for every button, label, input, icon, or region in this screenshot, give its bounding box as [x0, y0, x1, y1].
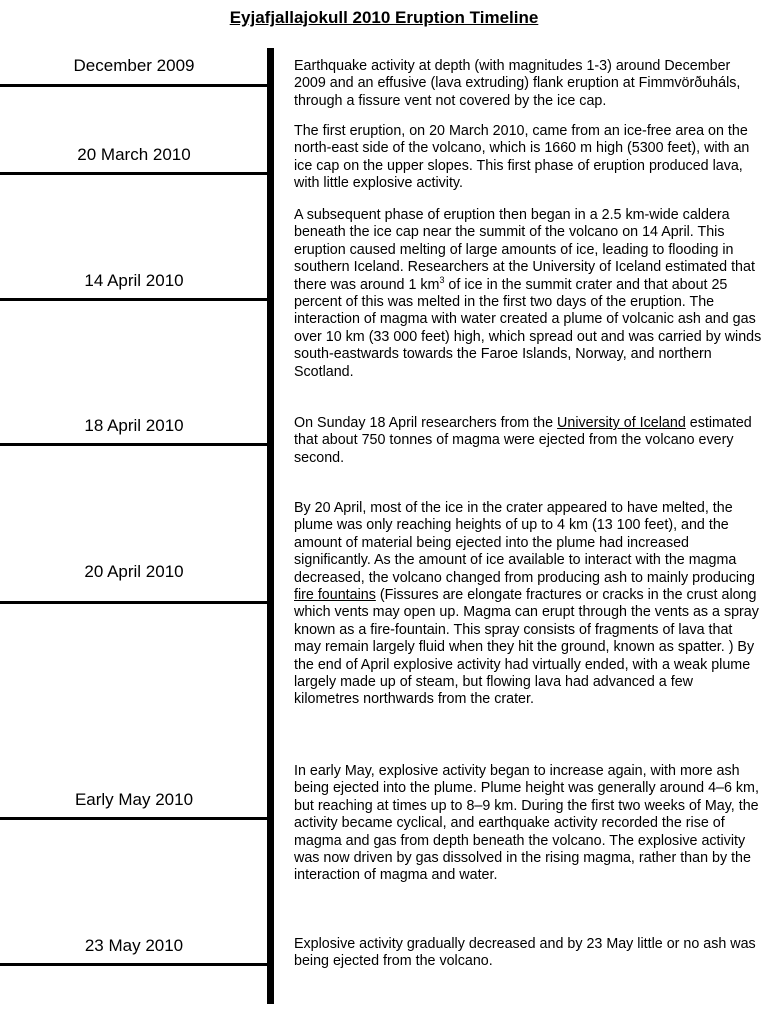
timeline-divider: [0, 601, 268, 604]
timeline-divider: [0, 84, 268, 87]
event-description-20-apr-2010: [294, 500, 762, 709]
event-description-dec-2009: Earthquake activity at depth (with magnitudes 1-3) around December 2009 and an effusive (lava extruding) flank eruption at Fimmvörðuháls, through a fissure vent not covered by the ice cap.: [294, 58, 741, 109]
timeline-divider: [0, 298, 268, 301]
timeline-divider: [0, 963, 268, 966]
event-date-20-mar-2010: 20 March 2010: [77, 145, 191, 164]
timeline-divider: [0, 443, 268, 446]
entry-text: A subsequent phase of eruption then began in a 2.5 km-wide caldera beneath the ice cap near the summit of the volcano on 14 April. This eruption caused melting of large amounts of ice, leading to flooding in southern Iceland. Researchers at the University of Iceland estimated that there was around 1 km: [294, 207, 755, 293]
university-of-iceland-link[interactable]: University of Iceland: [557, 415, 686, 431]
event-description-23-may-2010: Explosive activity gradually decreased and by 23 May little or no ash was being ejected from the volcano.: [294, 936, 756, 970]
event-description-14-apr-2010: [294, 207, 762, 381]
entry-text: On Sunday 18 April researchers from the: [294, 415, 558, 431]
entry-text: estimated that about 750 tonnes of magma were ejected from the volcano every second.: [294, 415, 752, 466]
event-description-18-apr-2010: [294, 415, 762, 467]
event-description-20-mar-2010: The first eruption, on 20 March 2010, came from an ice-free area on the north-east side of the volcano, which is 1660 m high (5300 feet), with an ice cap on the upper slopes. This first phase of eruption produced lava, with little explosive activity.: [294, 123, 750, 192]
page-title: Eyjafjallajokull 2010 Eruption Timeline: [229, 8, 539, 27]
timeline-divider: [0, 172, 268, 175]
timeline-spine: [267, 48, 274, 1004]
event-date-early-may-2010: Early May 2010: [74, 790, 194, 809]
entry-text: (Fissures are elongate fractures or cracks in the crust along which vents may open up. Magma can erupt through the vents as a spray known as a fire-fountain. This spray consists of fragments of lava that may remain largely fluid when they hit the ground, known as spatter. ) By the end of April explosive activity had virtually ended, with a weak plume largely made up of steam, but flowing lava had advanced a few kilometres northwards from the crater.: [294, 587, 759, 708]
entry-text: of ice in the summit crater and that about 25 percent of this was melted in the first two days of the eruption. The interaction of magma with water created a plume of volcanic ash and gas over 10 km (33 000 feet) high, which spread out and was carried by winds south-eastwards towards the Faroe Islands, Norway, and northern Scotland.: [294, 276, 762, 380]
fire-fountains-link[interactable]: fire fountains: [294, 587, 376, 604]
event-date-18-apr-2010: 18 April 2010: [84, 416, 184, 435]
event-date-20-apr-2010: 20 April 2010: [84, 562, 184, 581]
timeline-divider: [0, 817, 268, 820]
event-description-early-may-2010: In early May, explosive activity began to increase again, with more ash being ejected into the plume. Plume height was generally around 4–6 km, but reaching at times up to 8–9 km. During the first two weeks of May, the activity became cyclical, and earthquake activity recorded the rise of magma and gas from depth beneath the volcano. The explosive activity was now driven by gas dissolved in the rising magma, rather than by the interaction of magma and water.: [294, 763, 759, 884]
event-date-dec-2009: December 2009: [73, 56, 195, 75]
superscript-3: 3: [439, 274, 445, 285]
entry-text: By 20 April, most of the ice in the crater appeared to have melted, the plume was only reaching heights of up to 4 km (13 100 feet), and the amount of material being ejected into the plume had increased significantly. As the amount of ice available to interact with the magma decreased, the volcano changed from producing ash to mainly producing: [294, 500, 755, 586]
event-date-23-may-2010: 23 May 2010: [84, 936, 184, 955]
event-date-14-apr-2010: 14 April 2010: [84, 271, 184, 290]
